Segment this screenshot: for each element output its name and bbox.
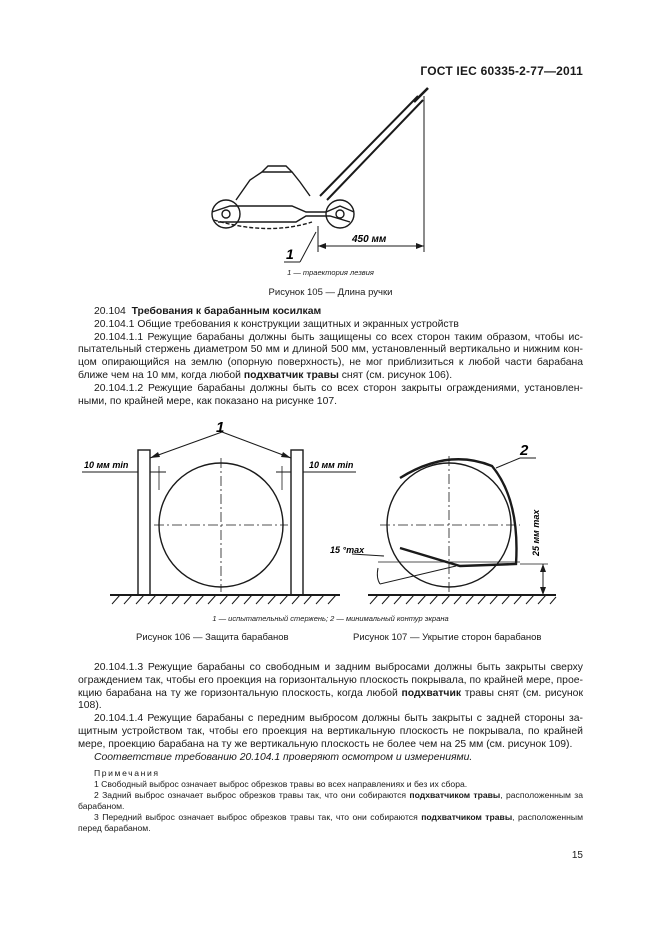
- notes-block: [78, 768, 583, 834]
- figure-106-107-legend: 1 — испытательный стержень; 2 — минимальный контур экрана: [212, 614, 449, 623]
- paragraph-20-104-1-1: [78, 332, 583, 383]
- text-run: 3 Передний выброс означает выброс обрезков травы так, что они собираются: [94, 812, 422, 822]
- compliance-statement: Соответствие требованию 20.104.1 проверяют осмотром и измерениями.: [94, 751, 473, 763]
- bold-term: подхватчик травы: [243, 369, 339, 381]
- text-run: 20.104.1.1 Режущие барабаны должны быть защищены со всех сторон таким образом, чтобы испытательный стержень диаметром 50 мм и длиной 500 мм, установленный вертикально и нижним концом опирающийся на землю (опорную поверхность), не мог приблизиться к любой части барабана ближе чем на 10 мм, когда любой: [78, 331, 583, 381]
- text-run: , расположенным за барабаном.: [78, 790, 584, 811]
- figure-105-label-1: 1: [286, 246, 294, 262]
- paragraph-20-104-1-2: 20.104.1.2 Режущие барабаны должны быть со всех сторон закрыты ограждениями, установленными, по крайней мере, как показано на рисунке 107.: [78, 382, 583, 407]
- section-20-104-continued: [78, 662, 583, 764]
- section-20-104: [78, 306, 583, 408]
- paragraph-20-104-1: 20.104.1 Общие требования к конструкции защитных и экранных устройств: [94, 318, 459, 330]
- text-run: , расположенным перед барабаном.: [78, 812, 584, 833]
- figure-106-caption: Рисунок 106 — Защита барабанов: [136, 632, 289, 643]
- paragraph-20-104-1-3: [78, 662, 583, 713]
- figure-106-dim-left: 10 мм min: [84, 460, 129, 470]
- figure-106-drum: [82, 432, 356, 604]
- text-run: 2 Задний выброс означает выброс обрезков травы так, что они собираются: [94, 790, 410, 800]
- text-run: снят (см. рисунок 106).: [338, 369, 453, 381]
- figure-107-label-2: 2: [520, 442, 529, 459]
- page-number: 15: [571, 850, 583, 861]
- notes-title: Примечания: [94, 768, 160, 778]
- figure-107-caption: Рисунок 107 — Укрытие сторон барабанов: [353, 632, 542, 643]
- text-run: травы снят (см. рисунок 108).: [78, 687, 583, 712]
- figure-106-dim-right: 10 мм min: [309, 460, 354, 470]
- note-1: 1 Свободный выброс означает выброс обрезков травы во всех направлениях и без их сбора.: [94, 779, 468, 789]
- bold-term: подхватчик: [401, 687, 462, 699]
- figure-105-mower: [212, 88, 428, 262]
- section-heading: [78, 306, 583, 319]
- figure-107-drum: [352, 456, 556, 604]
- note-3: [78, 812, 583, 834]
- section-number: 20.104: [94, 306, 126, 317]
- figure-105-caption: Рисунок 105 — Длина ручки: [268, 287, 393, 298]
- figure-105-dimension: 450 мм: [352, 234, 387, 245]
- note-2: [78, 790, 583, 812]
- figure-107-dim-angle: 15 °max: [330, 545, 365, 555]
- bold-term: подхватчиком травы: [421, 812, 513, 822]
- paragraph-20-104-1-4: 20.104.1.4 Режущие барабаны с передним выбросом должны быть закрыты с задней стороны защитным устройством так, чтобы его проекция на вертикальную плоскость не покрывала, по крайней мере, проекцию барабана на ту же вертикальную плоскость не более чем на 25 мм (см. рисунок 109).: [78, 713, 583, 750]
- document-header: ГОСТ IEC 60335-2-77—2011: [420, 64, 583, 78]
- text-run: 20.104.1.3 Режущие барабаны со свободным и задним выбросами должны быть закрыты сверху ограждением так, чтобы его проекция на горизонтальную плоскость покрывала, по крайней мере, проекцию барабана на ту же горизонтальную плоскость, когда любой: [78, 662, 583, 699]
- figure-105-legend: 1 — траектория лезвия: [287, 268, 374, 277]
- figure-106-label-1: 1: [216, 419, 225, 436]
- bold-term: подхватчиком травы: [409, 790, 501, 800]
- figure-107-dim-height: 25 мм max: [531, 509, 541, 556]
- section-title: Требования к барабанным косилкам: [131, 306, 322, 317]
